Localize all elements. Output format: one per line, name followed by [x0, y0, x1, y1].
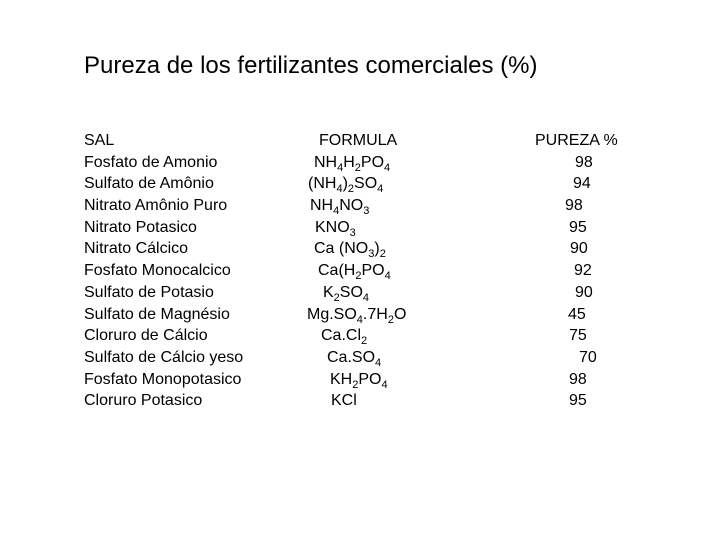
pureza-value: 90 [575, 283, 593, 301]
sal-name: Nitrato Amônio Puro [84, 197, 228, 215]
table-row [0, 390, 720, 412]
formula: $KNO_3$ [315, 218, 356, 239]
table-body [0, 152, 720, 412]
formula: $NH_4NO_3$ [310, 197, 370, 218]
header-sal: SAL [84, 132, 115, 149]
table-row [0, 152, 720, 174]
table-row [0, 238, 720, 260]
formula: $K_2SO_4$ [323, 283, 370, 304]
header-formula: FORMULA [319, 132, 398, 149]
table-row [0, 260, 720, 282]
formula: $Ca.Cl_2$ [321, 327, 368, 348]
header-pureza: PUREZA % [535, 132, 618, 149]
formula: Ca $(NO_3)_2$ [314, 240, 386, 261]
sal-name: Sulfato de Cálcio yeso [84, 348, 244, 366]
formula: $Mg.SO_4.7H_2O$ [307, 305, 407, 326]
sal-name: Fosfato de Amonio [84, 153, 218, 171]
pureza-value: 90 [570, 240, 588, 258]
pureza-value: 98 [569, 370, 587, 388]
fertilizer-table [0, 130, 720, 412]
table-row [0, 347, 720, 369]
pureza-value: 70 [579, 348, 597, 366]
page-title: Pureza de los fertilizantes comerciales (%) [84, 52, 538, 79]
table-row [0, 369, 720, 391]
sal-name: Sulfato de Amônio [84, 175, 214, 193]
sal-name: Fosfato Monopotasico [84, 370, 242, 388]
formula: KCl [331, 392, 357, 410]
pureza-value: 98 [575, 153, 593, 171]
formula: $(NH_4)_2SO_4$ [308, 175, 384, 196]
pureza-value: 75 [569, 327, 587, 345]
pureza-value: 94 [573, 175, 591, 193]
formula: $KH_2PO_4$ [330, 370, 388, 391]
formula: $NH_4H_2PO_4$ [314, 153, 391, 174]
sal-name: Sulfato de Magnésio [84, 305, 230, 323]
sal-name: Nitrato Potasico [84, 218, 197, 236]
table-header-row [0, 130, 720, 152]
table-row [0, 304, 720, 326]
pureza-value: 95 [569, 392, 587, 410]
table-row [0, 282, 720, 304]
table-row [0, 195, 720, 217]
table-row [0, 173, 720, 195]
sal-name: Fosfato Monocalcico [84, 262, 231, 280]
table-row [0, 325, 720, 347]
sal-name: Sulfato de Potasio [84, 283, 214, 301]
sal-name: Cloruro de Cálcio [84, 327, 208, 345]
sal-name: Nitrato Cálcico [84, 240, 189, 258]
pureza-value: 95 [569, 218, 587, 236]
formula: $Ca(H_2PO_4$ [318, 262, 391, 283]
pureza-value: 92 [574, 262, 592, 280]
pureza-value: 98 [565, 197, 583, 215]
table-row [0, 217, 720, 239]
pureza-value: 45 [568, 305, 586, 323]
sal-name: Cloruro Potasico [84, 392, 203, 410]
formula: $Ca.SO_4$ [327, 348, 382, 369]
